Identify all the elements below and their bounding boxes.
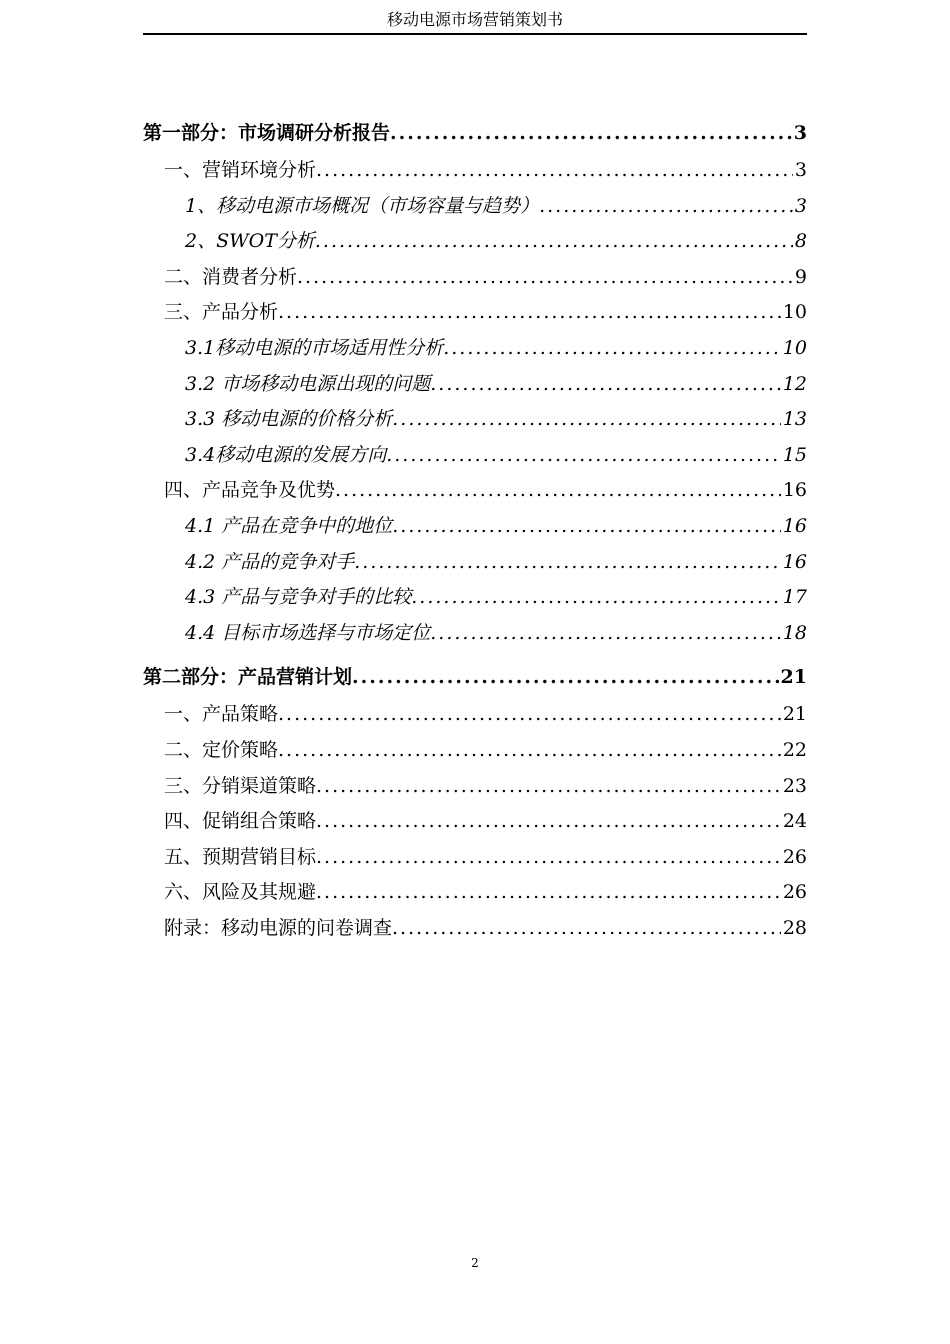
toc-entry[interactable] bbox=[143, 911, 807, 947]
toc-entry-page-number: 16 bbox=[782, 479, 807, 502]
toc-entry-label: 2、SWOT分析 bbox=[185, 230, 315, 253]
toc-dot-leader bbox=[539, 189, 793, 225]
toc-entry[interactable] bbox=[143, 367, 807, 403]
page-header bbox=[143, 6, 807, 35]
toc-entry-page-number: 21 bbox=[782, 703, 807, 726]
toc-dot-leader bbox=[443, 331, 781, 367]
toc-entry-page-number: 23 bbox=[782, 774, 807, 797]
page-number: 2 bbox=[471, 1256, 479, 1270]
toc-entry[interactable] bbox=[143, 840, 807, 876]
toc-entry-label: 三、分销渠道策略 bbox=[164, 774, 317, 797]
toc-entry[interactable] bbox=[143, 260, 807, 296]
toc-entry-label: 三、产品分析 bbox=[164, 301, 279, 324]
toc-entry[interactable] bbox=[143, 509, 807, 545]
toc-entry-page-number: 3 bbox=[794, 159, 807, 181]
toc-entry-page-number: 17 bbox=[782, 586, 807, 609]
toc-dot-leader bbox=[335, 473, 781, 509]
toc-dot-leader bbox=[316, 153, 793, 189]
toc-entry-page-number: 26 bbox=[782, 881, 807, 904]
toc-entry-label: 3.2 市场移动电源出现的问题 bbox=[185, 372, 431, 395]
toc-entry[interactable] bbox=[143, 616, 807, 652]
toc-entry-label: 4.2 产品的竞争对手 bbox=[185, 550, 355, 573]
toc-entry-label: 4.1 产品在竞争中的地位 bbox=[185, 514, 393, 537]
toc-dot-leader bbox=[316, 804, 781, 840]
toc-dot-leader bbox=[316, 875, 781, 911]
toc-entry-page-number: 15 bbox=[782, 443, 807, 466]
toc-dot-leader bbox=[430, 616, 781, 652]
toc-entry-page-number: 16 bbox=[782, 550, 807, 573]
toc-entry-label: 四、促销组合策略 bbox=[164, 810, 317, 833]
toc-entry[interactable] bbox=[143, 402, 807, 438]
toc-dot-leader bbox=[316, 769, 781, 805]
toc-entry-label: 1、移动电源市场概况（市场容量与趋势） bbox=[185, 194, 540, 217]
toc-entry-page-number: 18 bbox=[782, 621, 807, 644]
toc-entry-label: 4.4 目标市场选择与市场定位 bbox=[185, 621, 431, 644]
toc-entry[interactable] bbox=[143, 153, 807, 189]
toc-entry-page-number: 16 bbox=[782, 514, 807, 537]
toc-entry-page-number: 13 bbox=[782, 408, 807, 431]
toc-entry[interactable] bbox=[143, 875, 807, 911]
toc-entry[interactable] bbox=[143, 769, 807, 805]
toc-entry-label: 五、预期营销目标 bbox=[164, 845, 317, 868]
toc-entry-label: 附录：移动电源的问卷调查 bbox=[164, 916, 393, 939]
toc-entry-label: 一、产品策略 bbox=[164, 703, 279, 726]
header-title: 移动电源市场营销策划书 bbox=[386, 10, 563, 29]
toc-entry[interactable] bbox=[143, 473, 807, 509]
toc-entry[interactable] bbox=[143, 697, 807, 733]
toc-entry-page-number: 3 bbox=[793, 122, 807, 144]
toc-entry[interactable] bbox=[143, 580, 807, 616]
toc-entry-page-number: 9 bbox=[794, 265, 807, 288]
toc-dot-leader bbox=[297, 260, 793, 296]
toc-dot-leader bbox=[354, 545, 781, 581]
toc-entry-page-number: 22 bbox=[782, 738, 807, 761]
toc-entry-label: 3.4移动电源的发展方向 bbox=[185, 443, 387, 466]
table-of-contents bbox=[143, 113, 807, 946]
toc-entry-label: 4.3 产品与竞争对手的比较 bbox=[185, 586, 412, 609]
toc-dot-leader bbox=[390, 113, 792, 153]
toc-entry-page-number: 28 bbox=[782, 916, 807, 939]
toc-dot-leader bbox=[392, 509, 781, 545]
toc-entry[interactable] bbox=[143, 224, 807, 260]
toc-dot-leader bbox=[278, 295, 781, 331]
toc-entry[interactable] bbox=[143, 804, 807, 840]
toc-entry-label: 四、产品竞争及优势 bbox=[164, 479, 336, 502]
toc-entry[interactable] bbox=[143, 438, 807, 474]
toc-entry-label: 3.3 移动电源的价格分析 bbox=[185, 408, 393, 431]
toc-entry[interactable] bbox=[143, 545, 807, 581]
toc-entry-page-number: 3 bbox=[794, 194, 807, 217]
toc-entry[interactable] bbox=[143, 657, 807, 697]
toc-entry-label: 二、定价策略 bbox=[164, 738, 279, 761]
toc-entry-page-number: 12 bbox=[782, 372, 807, 395]
toc-entry-page-number: 10 bbox=[782, 301, 807, 324]
toc-entry-page-number: 21 bbox=[780, 666, 807, 689]
toc-entry-label: 二、消费者分析 bbox=[164, 265, 298, 288]
toc-entry[interactable] bbox=[143, 295, 807, 331]
toc-entry-page-number: 26 bbox=[782, 845, 807, 868]
toc-dot-leader bbox=[386, 438, 781, 474]
toc-dot-leader bbox=[430, 367, 781, 403]
toc-dot-leader bbox=[352, 657, 779, 697]
toc-dot-leader bbox=[278, 733, 781, 769]
toc-entry[interactable] bbox=[143, 331, 807, 367]
toc-entry-label: 第一部分：市场调研分析报告 bbox=[143, 122, 391, 144]
toc-entry-page-number: 24 bbox=[782, 810, 807, 833]
toc-entry-label: 六、风险及其规避 bbox=[164, 881, 317, 904]
toc-entry[interactable] bbox=[143, 733, 807, 769]
toc-entry-label: 第二部分：产品营销计划 bbox=[143, 666, 353, 689]
toc-dot-leader bbox=[315, 224, 793, 260]
toc-entry-label: 3.1移动电源的市场适用性分析 bbox=[185, 336, 444, 359]
toc-entry-label: 一、营销环境分析 bbox=[164, 159, 317, 181]
toc-entry-page-number: 10 bbox=[782, 336, 807, 359]
toc-dot-leader bbox=[392, 911, 781, 947]
toc-dot-leader bbox=[316, 840, 781, 876]
toc-dot-leader bbox=[278, 697, 781, 733]
toc-dot-leader bbox=[392, 402, 781, 438]
toc-entry-page-number: 8 bbox=[794, 230, 807, 253]
toc-entry[interactable] bbox=[143, 113, 807, 153]
toc-entry[interactable] bbox=[143, 189, 807, 225]
toc-dot-leader bbox=[411, 580, 781, 616]
